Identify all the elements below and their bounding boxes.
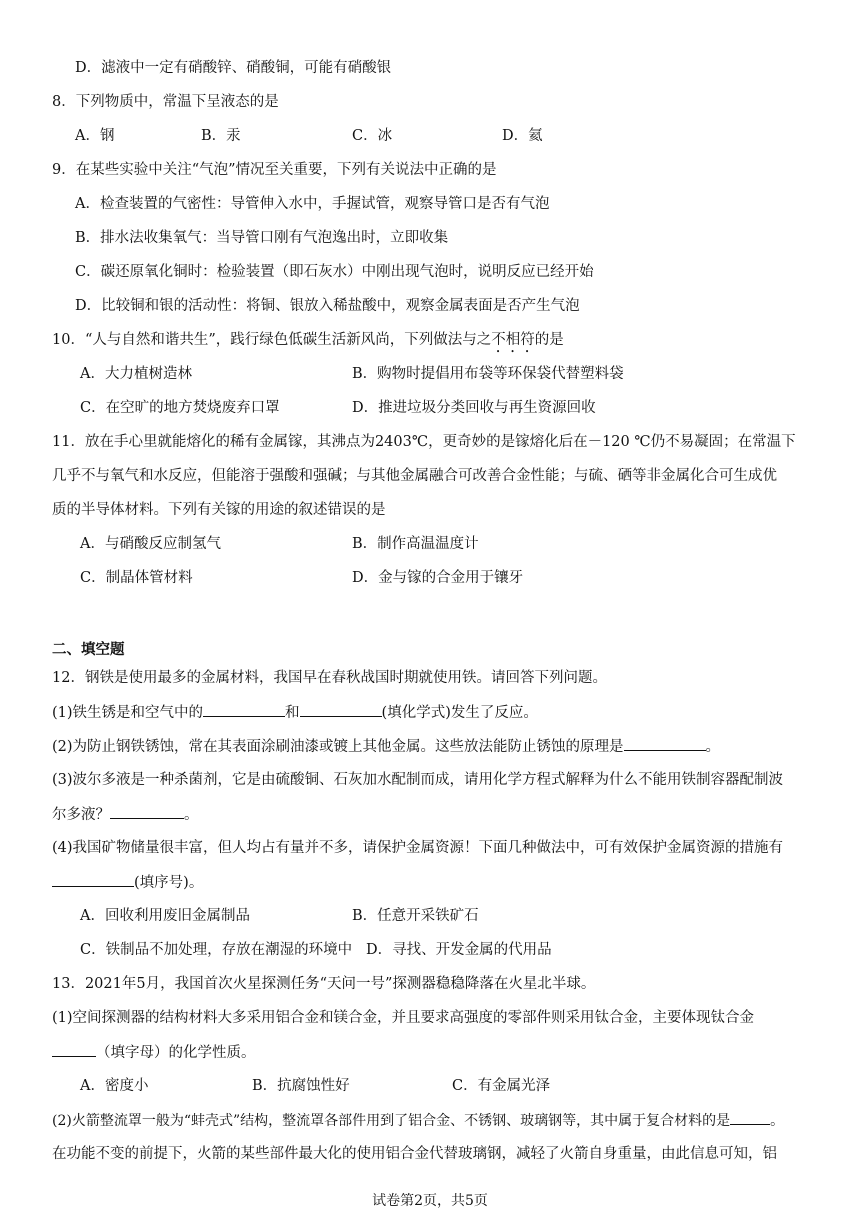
q11-stem-line2: 几乎不与氧气和水反应，但能溶于强酸和强碱；与其他金属融合可改善合金性能；与硫、硒等非金属化合可生成优 <box>52 468 777 484</box>
q11-option-c: C．制晶体管材料 <box>80 570 193 586</box>
q11-option-b: B．制作高温温度计 <box>352 536 479 552</box>
page-footer: 试卷第2页，共5页 <box>372 1193 488 1209</box>
q9-option-d: D．比较铜和银的活动性：将铜、银放入稀盐酸中，观察金属表面是否产生气泡 <box>75 298 580 314</box>
q13-option-c: C．有金属光泽 <box>452 1078 551 1094</box>
q12-stem: 12．钢铁是使用最多的金属材料，我国早在春秋战国时期就使用铁。请回答下列问题。 <box>52 670 607 686</box>
q12-option-a: A．回收利用废旧金属制品 <box>80 908 250 924</box>
q10-stem-part1: 10．“人与自然和谐共生”，践行绿色低碳生活新风尚，下列做法与之 <box>52 332 492 348</box>
q12-part1: (1)铁生锈是和空气中的 和 (填化学式)发生了反应。 <box>52 702 822 723</box>
q9-option-c: C．碳还原氧化铜时：检验装置（即石灰水）中刚出现气泡时，说明反应已经开始 <box>75 264 594 280</box>
q12-option-c: C．铁制品不加处理，存放在潮湿的环境中 <box>80 942 353 958</box>
q9-stem: 9．在某些实验中关注“气泡”情况至关重要，下列有关说法中正确的是 <box>52 162 497 178</box>
q13-stem: 13．2021年5月，我国首次火星探测任务“天问一号”探测器稳稳降落在火星北半球。 <box>52 976 596 992</box>
q10-stem <box>52 330 822 356</box>
q12-part3-line2: 尔多液？ 。 <box>52 804 822 825</box>
q12-blank-4[interactable] <box>110 804 184 819</box>
q12-blank-5[interactable] <box>52 872 134 887</box>
q11-stem-line3: 质的半导体材料。下列有关镓的用途的叙述错误的是 <box>52 502 386 518</box>
q8-option-d: D．氦 <box>502 128 543 144</box>
q13-part1-line1: (1)空间探测器的结构材料大多采用铝合金和镁合金，并且要求高强度的零部件则采用钛合金，主要体现钛合金 <box>52 1010 755 1026</box>
q12-part4-line2: (填序号)。 <box>52 872 822 893</box>
q8-option-b: B．汞 <box>201 128 241 144</box>
q12-option-b: B．任意开采铁矿石 <box>352 908 479 924</box>
q13-blank-2[interactable] <box>730 1110 770 1125</box>
q11-option-a: A．与硝酸反应制氢气 <box>80 536 221 552</box>
q10-stem-emphasis: 不相符 <box>491 332 535 348</box>
q12-part4-line1: (4)我国矿物储量很丰富，但人均占有量并不多，请保护金属资源！下面几种做法中，可有效保护金属资源的措施有 <box>52 840 784 856</box>
q13-blank-1[interactable] <box>52 1042 96 1057</box>
q10-stem-part2: 的是 <box>534 332 564 348</box>
q11-option-d: D．金与镓的合金用于镶牙 <box>352 570 524 586</box>
q11-stem-line1: 11．放在手心里就能熔化的稀有金属镓，其沸点为2403℃，更奇妙的是镓熔化后在－120 ℃仍不易凝固；在常温下 <box>52 434 796 450</box>
q12-blank-1[interactable] <box>203 702 285 717</box>
q8-stem: 8．下列物质中，常温下呈液态的是 <box>52 94 279 110</box>
q10-option-a: A．大力植树造林 <box>80 366 192 382</box>
q10-option-b: B．购物时提倡用布袋等环保袋代替塑料袋 <box>352 366 624 382</box>
q12-option-d: D．寻找、开发金属的代用品 <box>366 942 552 958</box>
q13-part2-line2: 在功能不变的前提下，火箭的某些部件最大化的使用铝合金代替玻璃钢，减轻了火箭自身重量，由此信息可知，铝 <box>52 1146 777 1162</box>
q10-option-d: D．推进垃圾分类回收与再生资源回收 <box>352 400 596 416</box>
section-title-fill-blank: 二、填空题 <box>52 641 125 658</box>
q13-part2-line1: (2)火箭整流罩一般为“蚌壳式”结构，整流罩各部件用到了铝合金、不锈钢、玻璃钢等，其中属于复合材料的是 。 <box>52 1110 822 1131</box>
q8-option-c: C．冰 <box>352 128 393 144</box>
q7-option-d: D．滤液中一定有硝酸锌、硝酸铜，可能有硝酸银 <box>75 60 392 76</box>
q12-part2: (2)为防止钢铁锈蚀，常在其表面涂刷油漆或镀上其他金属。这些放法能防止锈蚀的原理是 。 <box>52 736 822 757</box>
q13-part1-line2: （填字母）的化学性质。 <box>52 1042 822 1063</box>
q13-option-b: B．抗腐蚀性好 <box>252 1078 350 1094</box>
q12-blank-3[interactable] <box>624 736 706 751</box>
q10-option-c: C．在空旷的地方焚烧废弃口罩 <box>80 400 280 416</box>
q9-option-a: A．检查装置的气密性：导管伸入水中，手握试管，观察导管口是否有气泡 <box>75 196 550 212</box>
q13-option-a: A．密度小 <box>80 1078 149 1094</box>
q12-part3-line1: (3)波尔多液是一种杀菌剂，它是由硫酸铜、石灰加水配制而成，请用化学方程式解释为什么不能用铁制容器配制波 <box>52 772 784 788</box>
q12-blank-2[interactable] <box>300 702 382 717</box>
q8-option-a: A．钢 <box>75 128 115 144</box>
q9-option-b: B．排水法收集氧气：当导管口刚有气泡逸出时，立即收集 <box>75 230 449 246</box>
